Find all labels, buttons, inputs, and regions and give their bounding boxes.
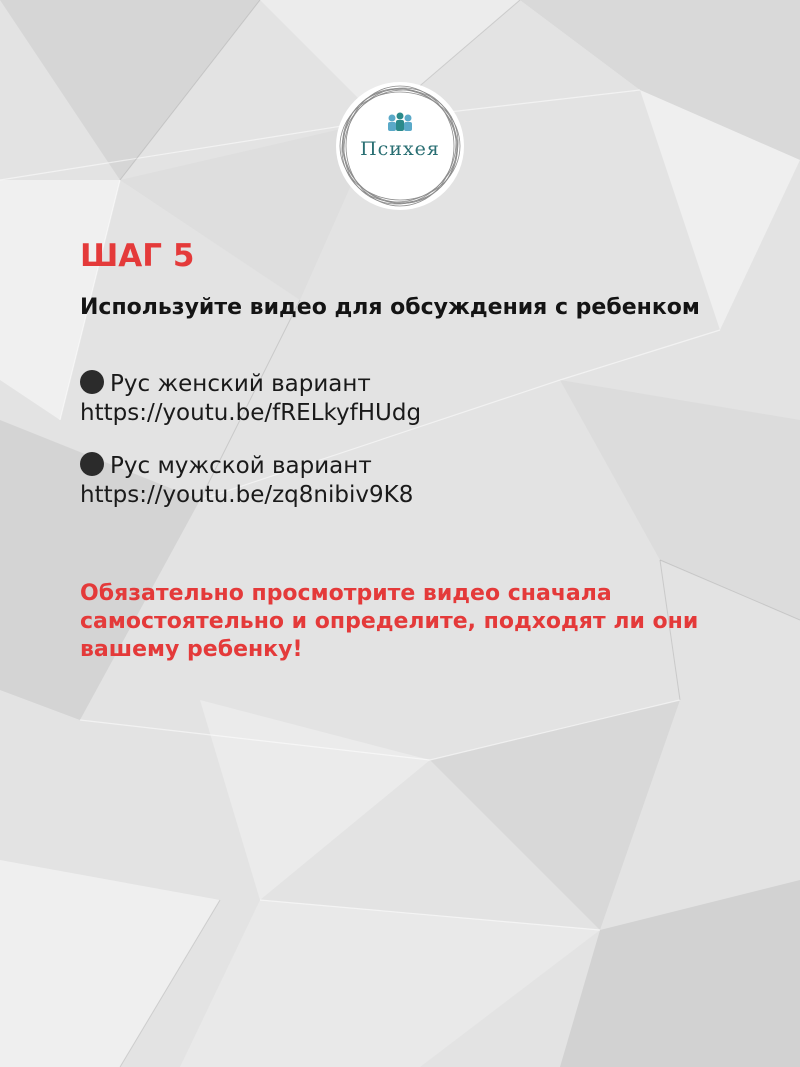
step-subtitle: Используйте видео для обсуждения с ребенком	[80, 295, 700, 320]
warning-note: Обязательно просмотрите видео сначала самостоятельно и определите, подходят ли они вашему ребенку!	[80, 581, 699, 662]
video-label: Рус женский вариант	[110, 371, 371, 397]
step-title: ШАГ 5	[80, 238, 195, 274]
bullet-dot-icon	[80, 370, 104, 394]
psycheya-logo	[334, 80, 466, 212]
logo-wordmark: Психея	[360, 138, 440, 160]
video-label: Рус мужской вариант	[110, 453, 372, 479]
video-link[interactable]: https://youtu.be/fRELkyfHUdg	[80, 400, 422, 426]
video-item-male	[80, 452, 720, 510]
video-item-female	[80, 370, 720, 428]
video-link[interactable]: https://youtu.be/zq8nibiv9K8	[80, 482, 414, 508]
bullet-dot-icon	[80, 452, 104, 476]
